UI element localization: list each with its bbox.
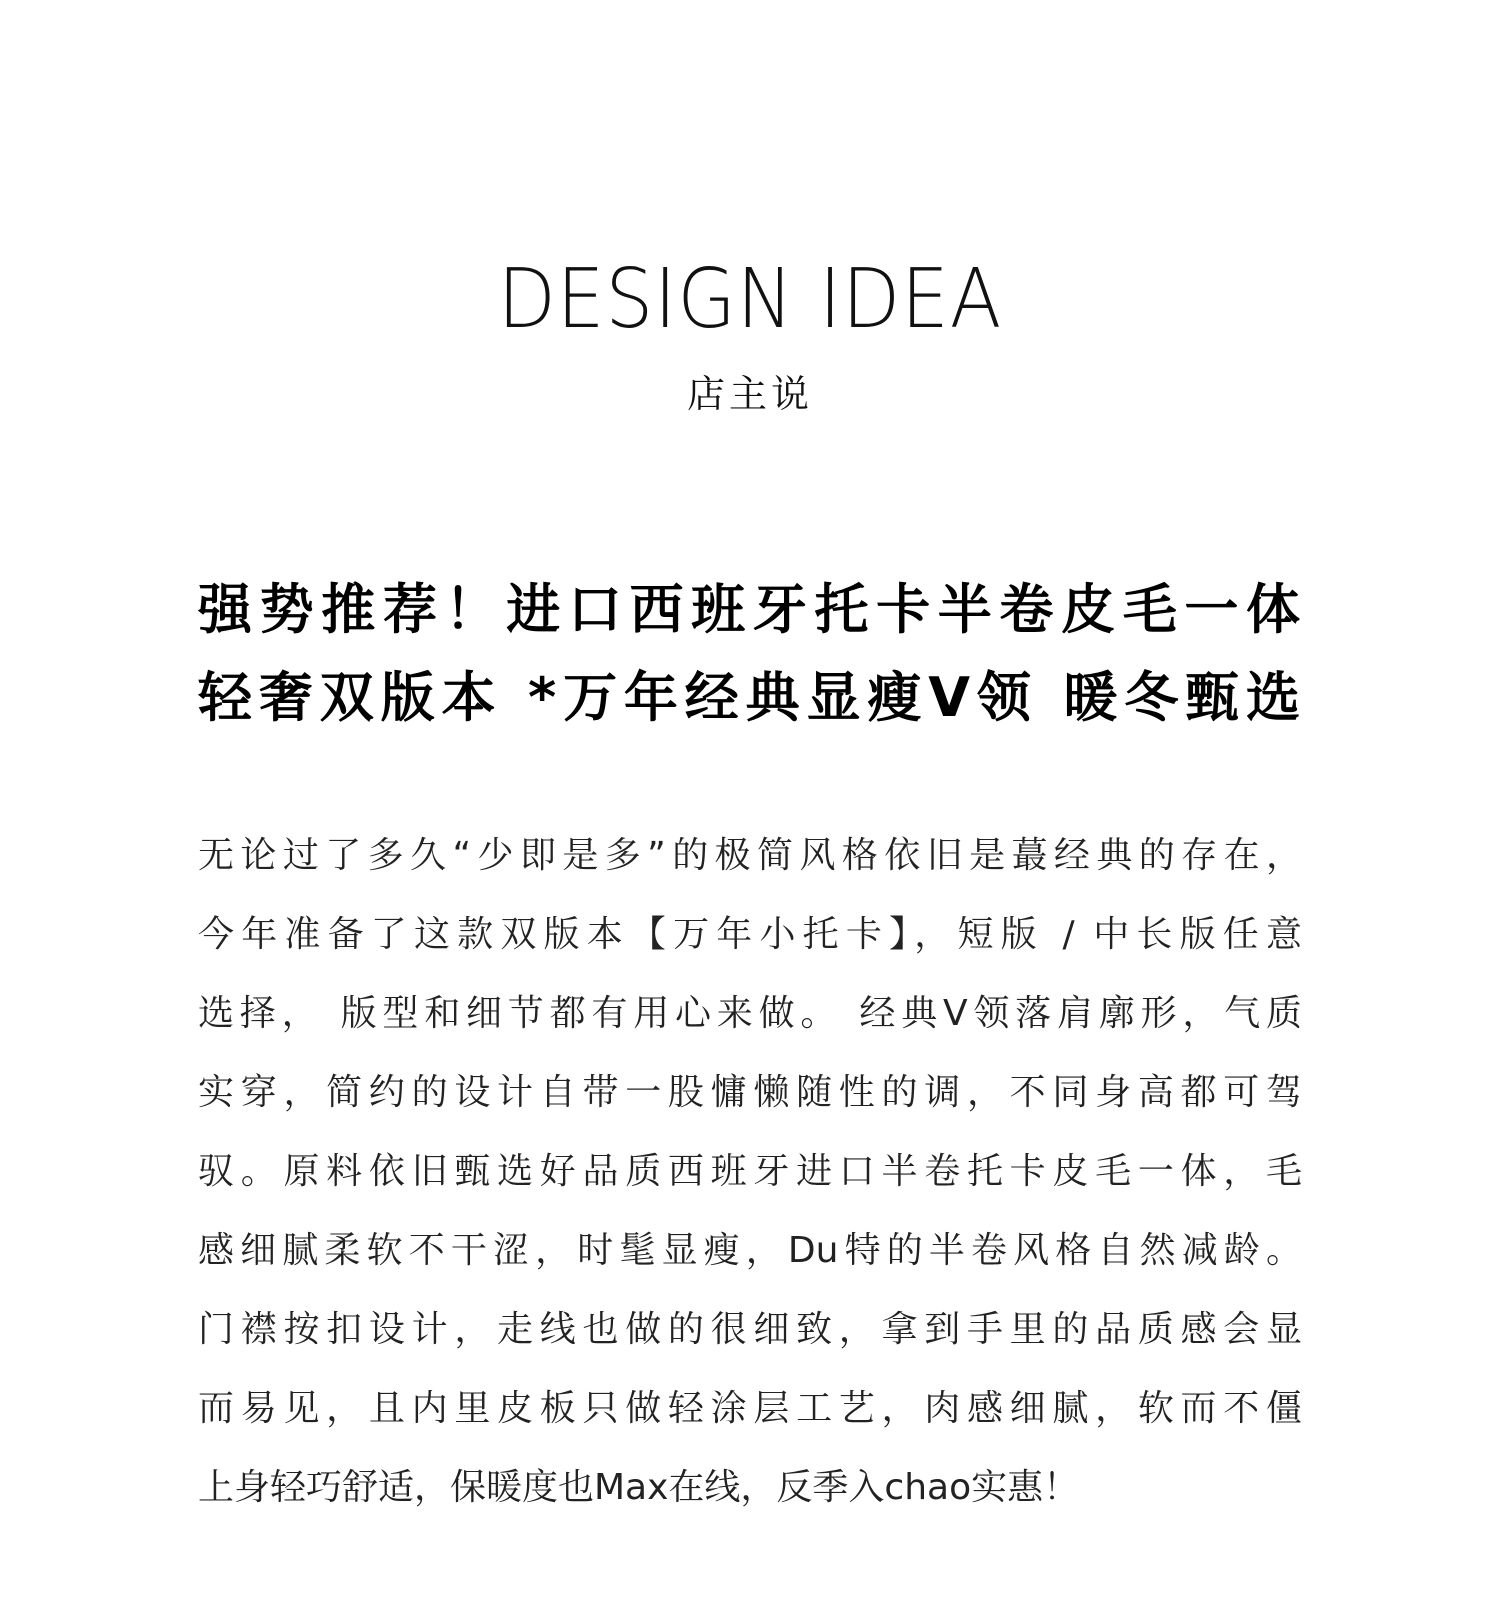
paragraph-line-5: 驭。原料依旧甄选好品质西班牙进口半卷托卡皮毛一体，毛 xyxy=(198,1151,1302,1192)
paragraph-line-6: 感细腻柔软不干涩，时髦显瘦，Du特的半卷风格自然减龄。 xyxy=(198,1230,1302,1271)
headline-line-1: 强势推荐！进口西班牙托卡半卷皮毛一体 xyxy=(198,578,1302,641)
paragraph-line-9: 上身轻巧舒适，保暖度也Max在线，反季入chao实惠！ xyxy=(198,1467,1080,1508)
headline xyxy=(198,566,1302,742)
paragraph-line-1: 无论过了多久“少即是多”的极简风格依旧是蕞经典的存在， xyxy=(198,835,1302,876)
paragraph-line-7: 门襟按扣设计，走线也做的很细致，拿到手里的品质感会显 xyxy=(198,1309,1302,1350)
headline-line-2: 轻奢双版本 *万年经典显瘦V领 暖冬甄选 xyxy=(198,666,1302,729)
paragraph-line-2: 今年准备了这款双版本【万年小托卡】，短版 / 中长版任意 xyxy=(198,914,1302,955)
section-title-english: DESIGN IDEA xyxy=(497,252,1003,347)
description-paragraph xyxy=(198,816,1302,1527)
section-title-chinese: 店主说 xyxy=(686,372,813,416)
paragraph-line-4: 实穿，简约的设计自带一股慵懒随性的调，不同身高都可驾 xyxy=(198,1072,1302,1113)
paragraph-line-8: 而易见，且内里皮板只做轻涂层工艺，肉感细腻，软而不僵 xyxy=(198,1388,1302,1429)
paragraph-line-3: 选择， 版型和细节都有用心来做。 经典V领落肩廓形，气质 xyxy=(198,993,1302,1034)
